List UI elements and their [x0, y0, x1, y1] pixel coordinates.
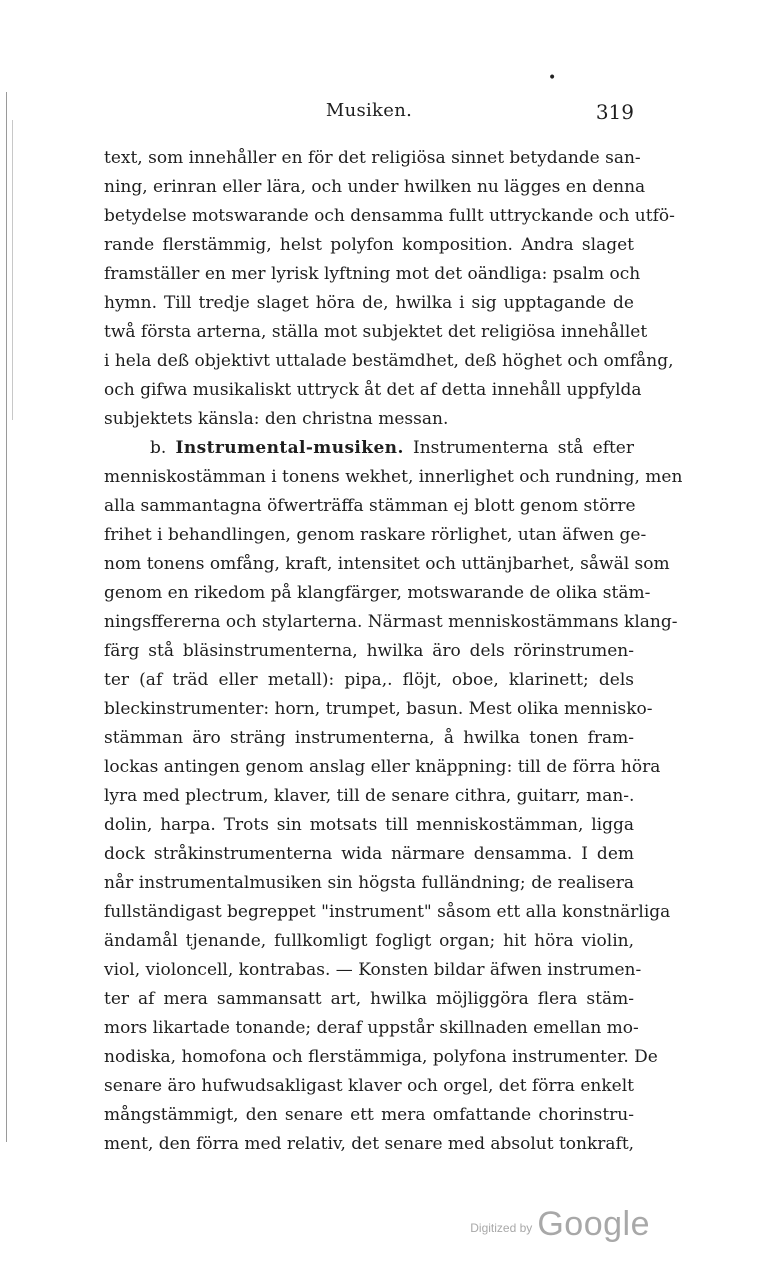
text-line: viol, violoncell, kontrabas. — Konsten bildar äfwen instrumen-: [104, 960, 642, 980]
text-line: ändamål tjenande, fullkomligt fogligt organ; hit höra violin,: [104, 931, 634, 951]
text-line: nom tonens omfång, kraft, intensitet och uttänjbarhet, såwäl som: [104, 554, 670, 574]
text-line: i hela deß objektivt uttalade bestämdhet, deß höghet och omfång,: [104, 351, 674, 371]
text-line: alla sammantagna öfwerträffa stämman ej blott genom större: [104, 496, 636, 516]
ink-dot: •: [548, 70, 557, 86]
section-heading-line: [104, 434, 634, 463]
text-line: Instrumenterna stå efter: [412, 438, 634, 458]
page-body: [104, 144, 683, 1159]
running-head: Musiken.: [325, 100, 413, 121]
text-line: mors likartade tonande; deraf uppstår skillnaden emellan mo-: [104, 1018, 639, 1038]
scan-edge-line: [6, 92, 7, 1142]
text-line: mångstämmigt, den senare ett mera omfattande chorinstru-: [104, 1105, 634, 1125]
text-line: nodiska, homofona och flerstämmiga, polyfona instrumenter. De: [104, 1047, 658, 1067]
text-line: dock stråkinstrumenterna wida närmare densamma. I dem: [104, 844, 634, 864]
text-line: hymn. Till tredje slaget höra de, hwilka i sig upptagande de: [104, 293, 634, 313]
text-line: senare äro hufwudsakligast klaver och orgel, det förra enkelt: [104, 1076, 634, 1096]
text-line: lyra med plectrum, klaver, till de senare cithra, guitarr, man-.: [104, 786, 635, 806]
text-line: når instrumentalmusiken sin högsta fulländning; de realisera: [104, 873, 634, 893]
text-line: färg stå bläsinstrumenterna, hwilka äro dels rörinstrumen-: [104, 641, 634, 661]
text-line: subjektets känsla: den christna messan.: [104, 409, 449, 429]
text-line: fullständigast begreppet "instrument" såsom ett alla konstnärliga: [104, 902, 671, 922]
page-header: [104, 100, 634, 130]
text-line: betydelse motswarande och densamma fullt uttryckande och utfö-: [104, 206, 675, 226]
text-line: text, som innehåller en för det religiösa sinnet betydande san-: [104, 148, 641, 168]
digitized-watermark: [470, 1205, 650, 1244]
text-line: frihet i behandlingen, genom raskare rörlighet, utan äfwen ge-: [104, 525, 647, 545]
text-line: bleckinstrumenter: horn, trumpet, basun. Mest olika menniskо-: [104, 699, 653, 719]
text-line: ter af mera sammansatt art, hwilka möjliggöra flera stäm-: [104, 989, 634, 1009]
text-line: ning, erinran eller lära, och under hwilken nu lägges en denna: [104, 177, 646, 197]
text-line: stämman äro sträng instrumenterna, å hwilka tonen fram-: [104, 728, 634, 748]
text-line: rande flerstämmig, helst polyfon komposition. Andra slaget: [104, 235, 634, 255]
section-heading: Instrumental-musiken.: [175, 438, 404, 458]
page-number: 319: [595, 100, 634, 124]
text-line: dolin, harpa. Trots sin motsats till menniskostämman, ligga: [104, 815, 634, 835]
watermark-brand: Google: [537, 1205, 650, 1243]
text-line: genom en rikedom på klangfärger, motswarande de olika stäm-: [104, 583, 651, 603]
text-line: ningsffererna och stylarterna. Närmast menniskostämmans klang-: [104, 612, 678, 632]
text-line: ment, den förra med relativ, det senare med absolut tonkraft,: [104, 1134, 635, 1154]
section-marker: b.: [150, 438, 167, 458]
scan-edge-line-secondary: [12, 120, 13, 420]
text-line: twå första arterna, ställa mot subjektet det religiösa innehållet: [104, 322, 648, 342]
text-line: ter (af träd eller metall): pipa,. flöjt, oboe, klarinett; dels: [104, 670, 634, 690]
text-line: och gifwa musikaliskt uttryck åt det af detta innehåll uppfylda: [104, 380, 642, 400]
text-line: menniskostämman i tonens wekhet, innerlighet och rundning, men: [104, 467, 683, 487]
text-line: lockas antingen genom anslag eller knäppning: till de förra höra: [104, 757, 661, 777]
text-line: framställer en mer lyrisk lyftning mot det oändliga: psalm och: [104, 264, 641, 284]
watermark-prefix: Digitized by: [470, 1221, 533, 1235]
